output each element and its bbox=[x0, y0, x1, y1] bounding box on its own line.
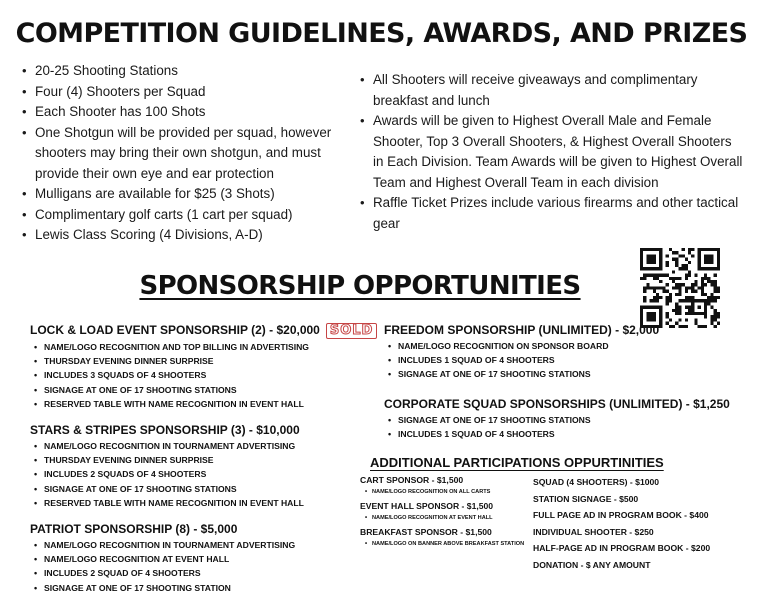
list-item: • 20-25 Shooting Stations bbox=[20, 61, 350, 82]
list-item: • SIGNAGE AT ONE OF 17 SHOOTING STATIONS bbox=[30, 482, 304, 496]
list-item: • NAME/LOGO RECOGNITION IN TOURNAMENT ADVERTISING bbox=[30, 538, 295, 552]
additional-left-list bbox=[360, 474, 535, 552]
list-item: • NAME/LOGO RECOGNITION ON SPONSOR BOARD bbox=[384, 339, 659, 353]
list-item: • SIGNAGE AT ONE OF 17 SHOOTING STATIONS bbox=[384, 413, 730, 427]
sponsorship-heading-text: LOCK & LOAD EVENT SPONSORSHIP (2) - $20,000 bbox=[30, 323, 320, 337]
sponsorship-heading: PATRIOT SPONSORSHIP (8) - $5,000 bbox=[30, 522, 238, 536]
guidelines-left-list bbox=[20, 61, 350, 246]
sponsorship-freedom bbox=[384, 322, 659, 382]
list-item: • Four (4) Shooters per Squad bbox=[20, 82, 350, 103]
sponsorship-heading: STARS & STRIPES SPONSORSHIP (3) - $10,000 bbox=[30, 423, 300, 437]
list-item: • RESERVED TABLE WITH NAME RECOGNITION IN EVENT HALL bbox=[30, 496, 304, 510]
sponsorship-heading: CORPORATE SQUAD SPONSORSHIPS (UNLIMITED) - $1,250 bbox=[384, 397, 730, 411]
list-item: • THURSDAY EVENING DINNER SURPRISE bbox=[30, 453, 304, 467]
sponsorship-title: SPONSORSHIP OPPORTUNITIES bbox=[139, 271, 581, 301]
list-item: • Lewis Class Scoring (4 Divisions, A-D) bbox=[20, 225, 350, 246]
list-item: DONATION - $ ANY AMOUNT bbox=[533, 559, 651, 570]
list-item: • INCLUDES 1 SQUAD OF 4 SHOOTERS bbox=[384, 353, 659, 367]
list-item: HALF-PAGE AD IN PROGRAM BOOK - $200 bbox=[533, 543, 711, 554]
sponsorship-benefits bbox=[30, 340, 377, 411]
list-item: • SIGNAGE AT ONE OF 17 SHOOTING STATION bbox=[30, 581, 295, 595]
list-item: • Raffle Ticket Prizes include various firearms and other tactical gear bbox=[358, 193, 743, 234]
sponsorship-benefits bbox=[384, 339, 659, 382]
sponsorship-heading bbox=[30, 322, 377, 339]
list-item: • All Shooters will receive giveaways and complimentary breakfast and lunch bbox=[358, 70, 743, 111]
list-item: EVENT HALL SPONSOR - $1,500 bbox=[360, 501, 494, 511]
guidelines-right-list bbox=[358, 70, 743, 234]
list-item: • RESERVED TABLE WITH NAME RECOGNITION IN EVENT HALL bbox=[30, 397, 377, 411]
sponsorship-benefits bbox=[384, 413, 730, 441]
list-item: CART SPONSOR - $1,500 bbox=[360, 475, 464, 485]
sponsorship-lock-load bbox=[30, 322, 377, 411]
additional-right-list bbox=[533, 474, 710, 574]
sold-stamp: SOLD bbox=[326, 323, 378, 339]
sponsorship-corporate bbox=[384, 396, 730, 441]
sponsorship-heading: FREEDOM SPONSORSHIP (UNLIMITED) - $2,000 bbox=[384, 323, 660, 337]
list-item: • One Shotgun will be provided per squad, however shooters may bring their own shotgun, and must provide their own eye and ear protection bbox=[20, 123, 350, 185]
sponsorship-patriot bbox=[30, 521, 295, 595]
list-item: • Each Shooter has 100 Shots bbox=[20, 102, 350, 123]
list-item: • NAME/LOGO RECOGNITION AND TOP BILLING IN ADVERTISING bbox=[30, 340, 377, 354]
list-item: • NAME/LOGO RECOGNITION IN TOURNAMENT ADVERTISING bbox=[30, 439, 304, 453]
list-item: • THURSDAY EVENING DINNER SURPRISE bbox=[30, 354, 377, 368]
list-item: • SIGNAGE AT ONE OF 17 SHOOTING STATIONS bbox=[384, 367, 659, 381]
list-item-note: • NAME/LOGO RECOGNITION ON ALL CARTS bbox=[360, 486, 535, 498]
list-item: • INCLUDES 1 SQUAD OF 4 SHOOTERS bbox=[384, 427, 730, 441]
list-item: • Mulligans are available for $25 (3 Shots) bbox=[20, 184, 350, 205]
list-item: • NAME/LOGO RECOGNITION AT EVENT HALL bbox=[30, 552, 295, 566]
sponsorship-stars-stripes bbox=[30, 422, 304, 510]
list-item: STATION SIGNAGE - $500 bbox=[533, 493, 639, 504]
list-item: • Complimentary golf carts (1 cart per squad) bbox=[20, 205, 350, 226]
sponsorship-benefits bbox=[30, 439, 304, 510]
list-item: • INCLUDES 2 SQUADS OF 4 SHOOTERS bbox=[30, 467, 304, 481]
list-item: • INCLUDES 3 SQUADS OF 4 SHOOTERS bbox=[30, 368, 377, 382]
list-item: INDIVIDUAL SHOOTER - $250 bbox=[533, 526, 654, 537]
list-item: SQUAD (4 SHOOTERS) - $1000 bbox=[533, 477, 660, 487]
list-item-note: • NAME/LOGO ON BANNER ABOVE BREAKFAST STATION bbox=[360, 538, 535, 550]
list-item: • INCLUDES 2 SQUAD OF 4 SHOOTERS bbox=[30, 566, 295, 580]
additional-opportunities-title: ADDITIONAL PARTICIPATIONS OPPURTINITIES bbox=[370, 455, 664, 470]
list-item: FULL PAGE AD IN PROGRAM BOOK - $400 bbox=[533, 510, 709, 521]
page-title: COMPETITION GUIDELINES, AWARDS, AND PRIZES bbox=[15, 18, 748, 49]
list-item: • SIGNAGE AT ONE OF 17 SHOOTING STATIONS bbox=[30, 383, 377, 397]
sponsorship-benefits bbox=[30, 538, 295, 595]
list-item-note: • NAME/LOGO RECOGNITION AT EVENT HALL bbox=[360, 512, 535, 524]
list-item: • Awards will be given to Highest Overall Male and Female Shooter, Top 3 Overall Shooters, & Highest Overall Shooters in Each Division. Team Awards will be given to Highest Overall Team and Highest Overall Team in each division bbox=[358, 111, 743, 193]
list-item: BREAKFAST SPONSOR - $1,500 bbox=[360, 527, 492, 537]
